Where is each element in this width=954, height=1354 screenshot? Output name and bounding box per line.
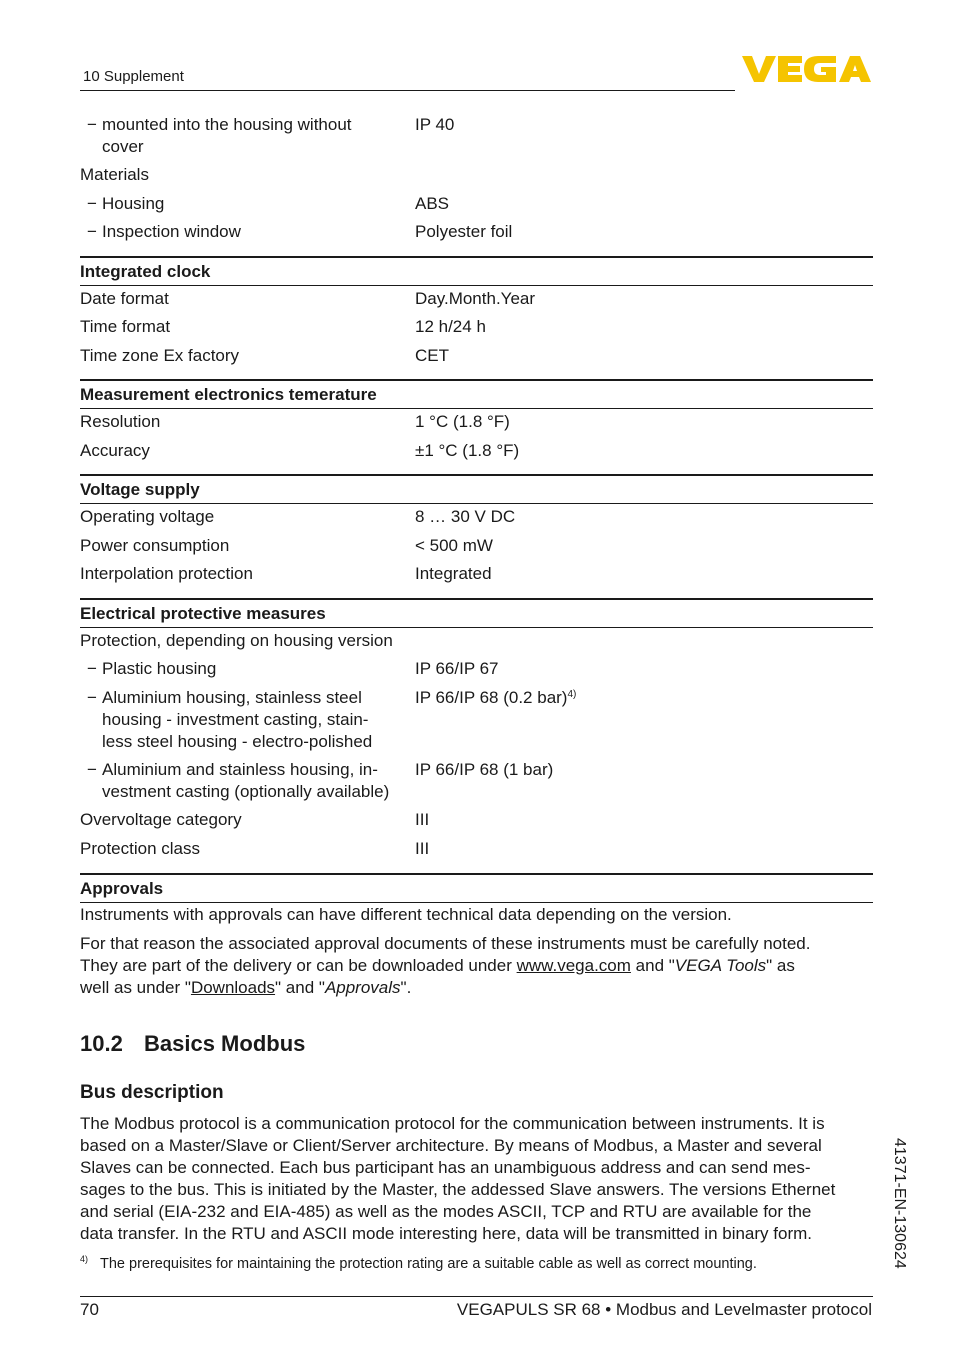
spec-value: 8 … 30 V DC: [415, 507, 516, 526]
approvals-line: For that reason the associated approval documents of these instruments must be carefully noted.: [80, 934, 811, 953]
dash-marker: −: [87, 222, 97, 241]
spec-value: ±1 °C (1.8 °F): [415, 441, 520, 460]
dash-marker: −: [87, 659, 97, 678]
dash-marker: −: [87, 194, 97, 213]
page-number: 70: [80, 1300, 99, 1319]
text-span: They are part of the delivery or can be downloaded under: [80, 956, 517, 975]
spec-label-line: Aluminium housing, stainless steel: [102, 688, 362, 707]
paragraph-line: and serial (EIA-232 and EIA-485) as well as the modes ASCII, TCP and RTU are available for the: [80, 1202, 812, 1221]
dash-marker: −: [87, 115, 97, 134]
paragraph-line: Slaves can be connected. Each bus participant has an unambiguous address and can send mes-: [80, 1158, 811, 1177]
spec-value: III: [415, 810, 430, 829]
spec-label: Resolution: [80, 412, 161, 431]
paragraph-line: data transfer. In the RTU and ASCII mode interesting here, data will be transmitted in binary form.: [80, 1224, 812, 1243]
dash-marker: −: [87, 688, 97, 707]
spec-value: [415, 687, 576, 709]
bus-description-paragraph: [80, 1113, 880, 1245]
paragraph-line: based on a Master/Slave or Client/Server architecture. By means of Modbus, a Master and several: [80, 1136, 822, 1155]
spec-value: Day.Month.Year: [415, 289, 536, 308]
text-span: " as: [766, 956, 795, 975]
section-title: Basics Modbus: [144, 1031, 306, 1056]
paragraph-line: sages to the bus. This is initiated by the Master, the addessed Slave answers. The versions Ethernet: [80, 1180, 836, 1199]
footer-rule: [80, 1296, 873, 1297]
downloads-link[interactable]: Downloads: [190, 978, 276, 997]
text-span: and ": [630, 956, 675, 975]
spec-value: IP 66/IP 68 (1 bar): [415, 760, 554, 779]
spec-label-line: vestment casting (optionally available): [102, 782, 390, 801]
spec-label: mounted into the housing without cover: [102, 115, 352, 156]
spec-label: Time zone Ex factory: [80, 346, 240, 365]
section-voltage-supply: Voltage supply: [80, 474, 873, 504]
section-integrated-clock: Integrated clock: [80, 256, 873, 286]
spec-value: ABS: [415, 194, 450, 213]
spec-label: Protection, depending on housing version: [80, 631, 393, 650]
spec-label: Inspection window: [102, 222, 241, 241]
section-electrical-protective: Electrical protective measures: [80, 598, 873, 628]
vega-tools-term: VEGA Tools: [674, 956, 767, 975]
spec-value: < 500 mW: [415, 536, 493, 555]
text-span: ".: [400, 978, 412, 997]
footer-document-title: VEGAPULS SR 68 • Modbus and Levelmaster protocol: [456, 1300, 872, 1319]
spec-label: Power consumption: [80, 536, 230, 555]
spec-label: Protection class: [80, 839, 200, 858]
vega-website-link[interactable]: www.vega.com: [516, 956, 631, 975]
spec-value: 12 h/24 h: [415, 317, 486, 336]
paragraph-line: The Modbus protocol is a communication protocol for the communication between instruments. It is: [80, 1114, 825, 1133]
spec-label-line: Aluminium and stainless housing, in-: [102, 760, 378, 779]
spec-label: Accuracy: [80, 441, 150, 460]
document-id-vertical: [878, 1138, 918, 1293]
header-rule: [80, 90, 735, 91]
spec-label: Plastic housing: [102, 659, 217, 678]
spec-label: Overvoltage category: [80, 810, 242, 829]
document-id: 41371-EN-130624: [891, 1138, 908, 1269]
section-heading-modbus: [80, 1031, 305, 1057]
section-electronics-temperature: Measurement electronics temerature: [80, 379, 873, 409]
subheading-bus-description: Bus description: [80, 1082, 224, 1103]
section-number: 10.2: [80, 1031, 123, 1056]
vega-logo: [740, 52, 872, 91]
spec-label: Materials: [80, 165, 149, 184]
spec-value: Polyester foil: [415, 222, 513, 241]
spec-label: Interpolation protection: [80, 564, 253, 583]
text-span: " and ": [275, 978, 325, 997]
running-header: 10 Supplement: [83, 68, 184, 85]
spec-value-text: IP 66/IP 68 (0.2 bar): [415, 688, 568, 707]
text-span: well as under ": [80, 978, 191, 997]
spec-label-line: housing - investment casting, stain-: [102, 710, 369, 729]
approvals-line: [80, 977, 873, 999]
spec-label: Operating voltage: [80, 507, 215, 526]
approvals-paragraph-1: Instruments with approvals can have different technical data depending on the version.: [80, 905, 732, 924]
footnote-ref: 4): [567, 689, 577, 700]
spec-value: III: [415, 839, 430, 858]
section-approvals: Approvals: [80, 873, 873, 903]
footnote-text: The prerequisites for maintaining the protection rating are a suitable cable as well as correct mounting.: [100, 1256, 757, 1272]
footnote: [80, 1254, 757, 1272]
spec-value: Integrated: [415, 564, 492, 583]
spec-label: Date format: [80, 289, 169, 308]
dash-marker: −: [87, 760, 97, 779]
spec-label: Housing: [102, 194, 165, 213]
footnote-mark: 4): [80, 1254, 89, 1264]
approvals-line: [80, 955, 873, 977]
spec-label: Time format: [80, 317, 171, 336]
spec-value: IP 66/IP 67: [415, 659, 499, 678]
approvals-term: Approvals: [324, 978, 401, 997]
spec-value: CET: [415, 346, 449, 365]
spec-value: IP 40: [415, 115, 455, 134]
approvals-paragraph-2: [80, 933, 873, 999]
spec-label-line: less steel housing - electro-polished: [102, 732, 373, 751]
spec-value: 1 °C (1.8 °F): [415, 412, 510, 431]
